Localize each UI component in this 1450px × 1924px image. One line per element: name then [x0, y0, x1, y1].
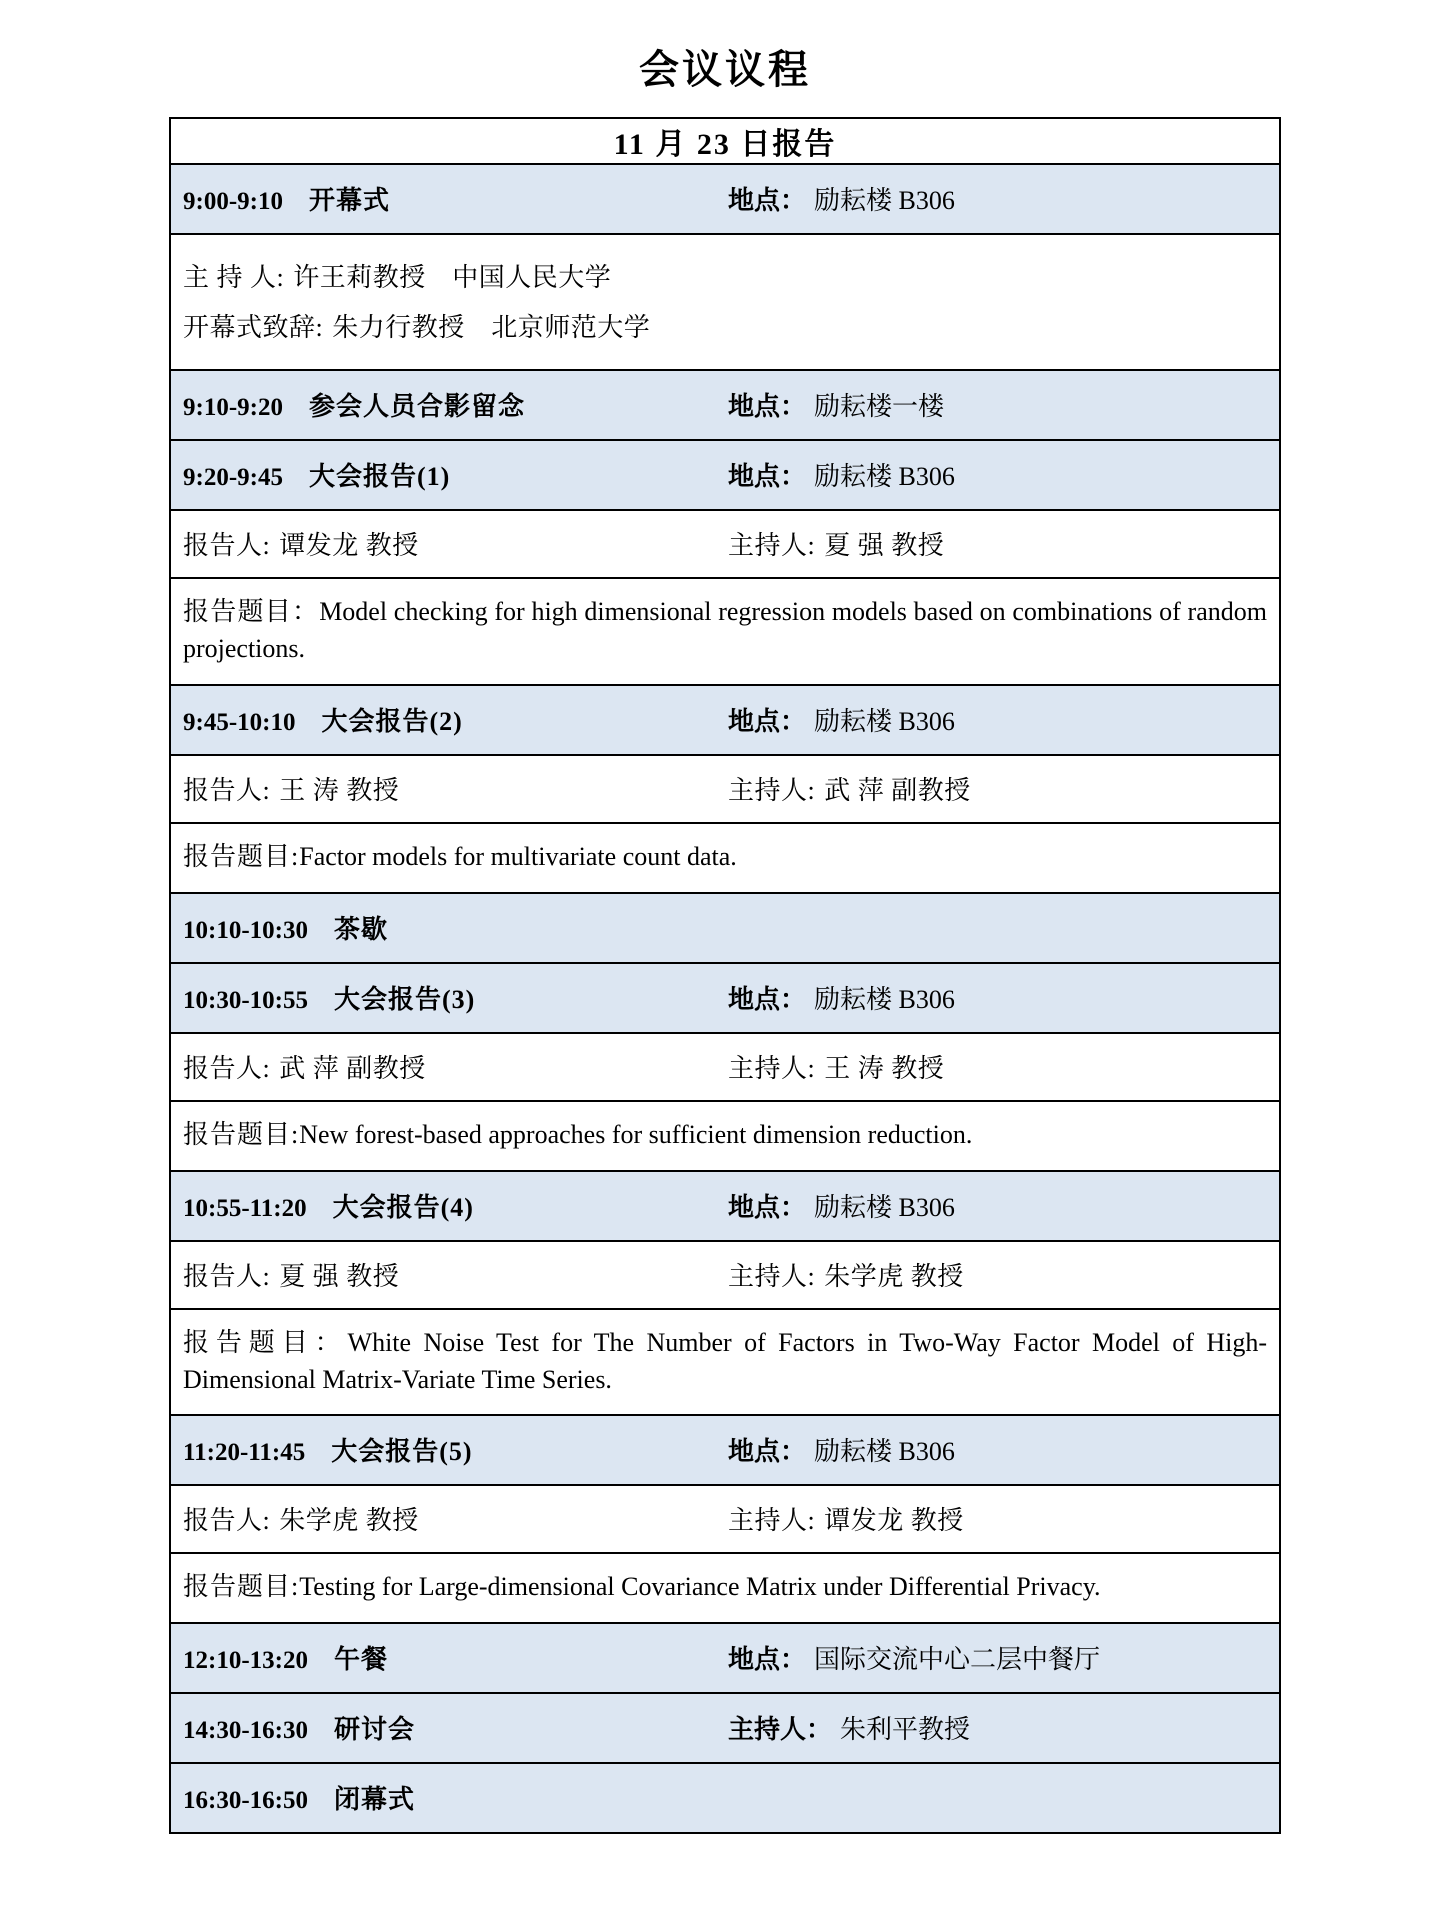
host-label: 主持人:: [728, 775, 816, 805]
slot-time: 10:30-10:55: [183, 986, 308, 1014]
place-label: 地点：: [728, 1437, 807, 1467]
host-name: 谭发龙 教授: [824, 1506, 964, 1536]
place-value: 励耘楼 B306: [814, 706, 955, 736]
slot-title: 参会人员合影留念: [308, 392, 525, 421]
chair-label: 主 持 人:: [183, 263, 285, 292]
agenda-slot-row: [170, 440, 1280, 510]
agenda-slot-cell: [170, 1693, 1280, 1763]
place-value: 励耘楼 B306: [814, 1192, 955, 1222]
agenda-slot-row: [170, 1415, 1280, 1485]
talk-title-cell: [170, 1309, 1280, 1416]
slot-title: 大会报告(3): [333, 984, 476, 1014]
page-title: 会议议程: [639, 48, 811, 92]
talk-paragraph: [183, 1117, 1267, 1154]
organizers-cell: [170, 234, 1280, 370]
slot-title: 研讨会: [333, 1715, 415, 1745]
host-label: 主持人:: [728, 1261, 816, 1291]
place-label: 地点：: [728, 462, 807, 491]
speaker-host-cell: [170, 510, 1280, 578]
talk-title-label: 报告题目：: [183, 1327, 348, 1357]
speaker-name: 王 涛 教授: [279, 775, 400, 805]
talk-title-cell: [170, 1101, 1280, 1171]
opening-remarks-label: 开幕式致辞:: [183, 313, 324, 342]
session-host-label: 主持人：: [728, 1715, 833, 1745]
slot-title: 大会报告(5): [331, 1437, 473, 1467]
speaker-host-row: [170, 755, 1280, 823]
host-label: 主持人:: [728, 1053, 816, 1083]
slot-time: 12:10-13:20: [183, 1647, 308, 1675]
agenda-slot-row: [170, 370, 1280, 440]
slot-title: 午餐: [333, 1645, 388, 1675]
speaker-label: 报告人:: [183, 531, 271, 560]
agenda-slot-cell: [170, 893, 1280, 963]
speaker-host-row: [170, 1241, 1280, 1309]
speaker-host-row: [170, 510, 1280, 578]
agenda-slot-row: [170, 164, 1280, 234]
agenda-slot-row: [170, 1763, 1280, 1833]
agenda-slot-cell: [170, 963, 1280, 1033]
place-label: 地点：: [728, 392, 807, 421]
talk-title-label: 报告题目:: [183, 1572, 300, 1602]
talk-title-label: 报告题目:: [183, 1119, 300, 1149]
place-value: 国际交流中心二层中餐厅: [814, 1645, 1101, 1675]
speaker-host-row: [170, 1485, 1280, 1553]
talk-title-cell: [170, 578, 1280, 685]
speaker-name: 谭发龙 教授: [279, 531, 419, 560]
speaker-host-cell: [170, 755, 1280, 823]
table-header-label: 11 月 23 日报告: [170, 118, 1280, 164]
host-label: 主持人:: [728, 531, 816, 560]
speaker-label: 报告人:: [183, 1506, 271, 1536]
agenda-slot-row: [170, 685, 1280, 755]
place-value: 励耘楼 B306: [814, 186, 955, 215]
opening-remarks-line: [183, 301, 1267, 351]
agenda-slot-row: [170, 1693, 1280, 1763]
speaker-name: 武 萍 副教授: [279, 1053, 426, 1083]
host-name: 朱学虎 教授: [824, 1261, 964, 1291]
slot-time: 11:20-11:45: [183, 1439, 306, 1467]
slot-time: 14:30-16:30: [183, 1717, 308, 1745]
speaker-host-cell: [170, 1485, 1280, 1553]
slot-time: 10:10-10:30: [183, 916, 308, 944]
slot-title: 大会报告(4): [332, 1192, 474, 1222]
talk-title-row: [170, 1553, 1280, 1623]
host-label: 主持人:: [728, 1506, 816, 1536]
speaker-name: 夏 强 教授: [279, 1261, 400, 1291]
speaker-label: 报告人:: [183, 1261, 271, 1291]
agenda-slot-row: [170, 1171, 1280, 1241]
host-name: 王 涛 教授: [824, 1053, 945, 1083]
talk-title-row: [170, 823, 1280, 893]
speaker-host-row: [170, 1033, 1280, 1101]
table-header-row: [170, 118, 1280, 164]
slot-title: 大会报告(2): [321, 706, 463, 736]
talk-paragraph: [183, 1325, 1267, 1399]
talk-title-label: 报告题目:: [183, 841, 300, 871]
slot-time: 9:00-9:10: [183, 188, 283, 215]
place-value: 励耘楼 B306: [814, 1437, 955, 1467]
agenda-slot-cell: [170, 1171, 1280, 1241]
place-label: 地点：: [728, 984, 807, 1014]
talk-title-cell: [170, 1553, 1280, 1623]
agenda-slot-cell: [170, 1623, 1280, 1693]
chair-line: [183, 251, 1267, 301]
chair-value: 许王莉教授 中国人民大学: [293, 263, 612, 292]
agenda-slot-cell: [170, 370, 1280, 440]
speaker-name: 朱学虎 教授: [279, 1506, 419, 1536]
talk-paragraph: [183, 1569, 1267, 1606]
place-value: 励耘楼 B306: [814, 462, 955, 491]
place-label: 地点：: [728, 706, 807, 736]
slot-title: 闭幕式: [333, 1785, 415, 1815]
agenda-slot-row: [170, 893, 1280, 963]
agenda-slot-cell: [170, 1763, 1280, 1833]
opening-remarks-value: 朱力行教授 北京师范大学: [332, 313, 651, 342]
speaker-host-cell: [170, 1033, 1280, 1101]
agenda-slot-cell: [170, 440, 1280, 510]
place-label: 地点：: [728, 1645, 807, 1675]
slot-time: 10:55-11:20: [183, 1194, 307, 1222]
talk-title-text: New forest-based approaches for sufficient dimension reduction.: [299, 1119, 973, 1149]
agenda-slot-row: [170, 1623, 1280, 1693]
slot-title: 茶歇: [333, 914, 388, 944]
place-value: 励耘楼 B306: [814, 984, 955, 1014]
speaker-label: 报告人:: [183, 775, 271, 805]
session-host-value: 朱利平教授: [840, 1715, 971, 1745]
talk-title-text: Model checking for high dimensional regression models based on combinations of random projections.: [183, 597, 1267, 663]
talk-paragraph: [183, 839, 1267, 876]
host-name: 武 萍 副教授: [824, 775, 971, 805]
place-value: 励耘楼一楼: [814, 392, 945, 421]
agenda-slot-cell: [170, 685, 1280, 755]
talk-title-row: [170, 1309, 1280, 1416]
agenda-table: [169, 117, 1281, 1834]
slot-time: 16:30-16:50: [183, 1787, 308, 1815]
talk-title-text: White Noise Test for The Number of Factors in Two-Way Factor Model of High-Dimensional Matrix-Variate Time Series.: [183, 1327, 1267, 1394]
talk-title-cell: [170, 823, 1280, 893]
slot-title: 开幕式: [308, 186, 390, 215]
host-name: 夏 强 教授: [824, 531, 945, 560]
talk-title-text: Factor models for multivariate count data.: [299, 841, 737, 871]
talk-paragraph: [183, 594, 1267, 668]
speaker-label: 报告人:: [183, 1053, 271, 1083]
talk-title-row: [170, 578, 1280, 685]
slot-time: 9:45-10:10: [183, 708, 296, 736]
talk-title-label: 报告题目：: [183, 597, 320, 626]
place-label: 地点：: [728, 186, 807, 215]
agenda-slot-cell: [170, 164, 1280, 234]
agenda-slot-cell: [170, 1415, 1280, 1485]
speaker-host-cell: [170, 1241, 1280, 1309]
agenda-slot-row: [170, 963, 1280, 1033]
slot-time: 9:10-9:20: [183, 394, 283, 421]
talk-title-row: [170, 1101, 1280, 1171]
slot-title: 大会报告(1): [308, 462, 451, 491]
slot-time: 9:20-9:45: [183, 464, 283, 491]
organizers-row: [170, 234, 1280, 370]
place-label: 地点：: [728, 1192, 807, 1222]
talk-title-text: Testing for Large-dimensional Covariance Matrix under Differential Privacy.: [299, 1572, 1101, 1602]
